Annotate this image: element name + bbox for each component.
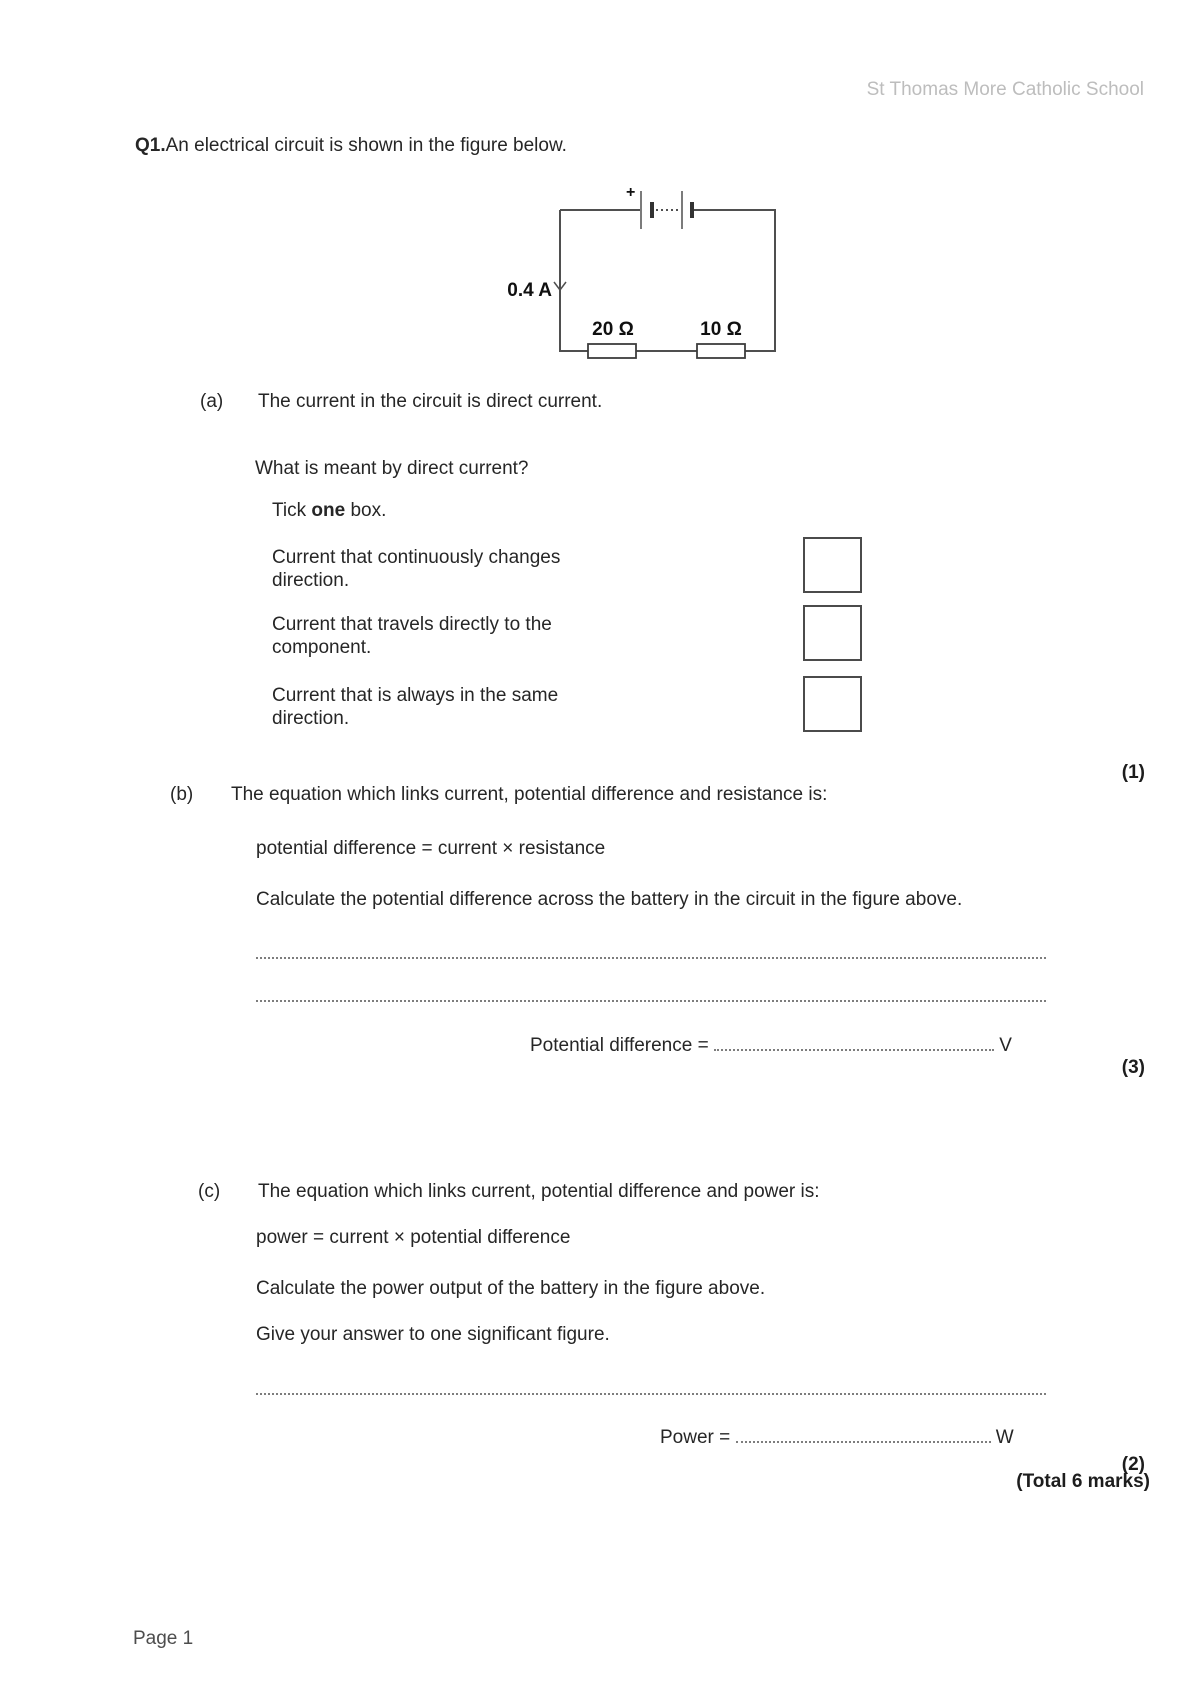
school-name: St Thomas More Catholic School xyxy=(866,79,1144,100)
part-b-answer-label: Potential difference = xyxy=(530,1035,709,1056)
option-1-line2: direction. xyxy=(272,570,350,591)
part-b-answer-line xyxy=(530,1034,1012,1057)
resistor-20-label: 20 Ω xyxy=(592,319,634,340)
circuit-figure xyxy=(440,165,820,370)
option-3-line2: direction. xyxy=(272,708,350,729)
part-a-marks: (1) xyxy=(1121,762,1145,783)
part-a-statement: The current in the circuit is direct current. xyxy=(258,391,603,412)
writing-line-1[interactable] xyxy=(256,957,1046,959)
option-2-line2: component. xyxy=(272,637,372,658)
part-b-label: (b) xyxy=(170,784,194,805)
tick-bold-word: one xyxy=(311,500,346,521)
part-c-task: Calculate the power output of the battery in the figure above. xyxy=(256,1278,766,1299)
writing-line-2[interactable] xyxy=(256,1000,1046,1002)
part-c-answer-unit: W xyxy=(995,1427,1014,1448)
part-c-label: (c) xyxy=(198,1181,221,1202)
part-a-label: (a) xyxy=(200,391,224,412)
total-marks: (Total 6 marks) xyxy=(1016,1471,1150,1492)
current-value-label: 0.4 A xyxy=(507,280,552,301)
part-c-answer-line xyxy=(660,1426,1014,1449)
part-c-answer-blank[interactable] xyxy=(736,1426,991,1443)
tick-prefix: Tick xyxy=(272,500,312,521)
part-c-intro: The equation which links current, potential difference and power is: xyxy=(258,1181,820,1202)
part-b-answer-blank[interactable] xyxy=(714,1034,994,1051)
resistor-20-box xyxy=(588,344,636,358)
tick-box-option-3[interactable] xyxy=(803,676,862,732)
tick-box-option-2[interactable] xyxy=(803,605,862,661)
tick-box-option-1[interactable] xyxy=(803,537,862,593)
current-arrow-icon xyxy=(507,280,566,301)
part-c-equation: power = current × potential difference xyxy=(256,1227,571,1248)
part-a-question: What is meant by direct current? xyxy=(255,458,529,479)
part-c-note: Give your answer to one significant figure. xyxy=(256,1324,610,1345)
writing-line-3[interactable] xyxy=(256,1393,1046,1395)
resistor-10-box xyxy=(697,344,745,358)
battery-icon xyxy=(626,184,692,229)
tick-suffix: box. xyxy=(345,500,387,521)
part-b-marks: (3) xyxy=(1121,1057,1145,1078)
part-c-marks: (2) xyxy=(1121,1454,1145,1475)
part-b-intro: The equation which links current, potential difference and resistance is: xyxy=(231,784,828,805)
resistor-20 xyxy=(588,319,636,358)
option-1-line1: Current that continuously changes xyxy=(272,547,561,568)
part-c-answer-label: Power = xyxy=(660,1427,731,1448)
wire-left-bottom xyxy=(560,210,588,351)
question-intro-line xyxy=(135,134,567,157)
tick-one-box-line xyxy=(272,499,386,522)
question-intro-text: An electrical circuit is shown in the figure below. xyxy=(165,135,567,156)
option-3-text xyxy=(272,684,558,730)
option-3-line1: Current that is always in the same xyxy=(272,685,559,706)
resistor-10-label: 10 Ω xyxy=(700,319,742,340)
question-number: Q1. xyxy=(135,135,166,156)
option-2-line1: Current that travels directly to the xyxy=(272,614,552,635)
resistor-10 xyxy=(697,319,745,358)
option-1-text xyxy=(272,546,560,592)
part-b-task: Calculate the potential difference across the battery in the circuit in the figure above. xyxy=(256,889,963,910)
option-2-text xyxy=(272,613,552,659)
page-number: Page 1 xyxy=(133,1628,194,1649)
part-b-equation: potential difference = current × resistance xyxy=(256,838,606,859)
battery-plus-label: + xyxy=(626,184,636,201)
part-b-answer-unit: V xyxy=(999,1035,1012,1056)
